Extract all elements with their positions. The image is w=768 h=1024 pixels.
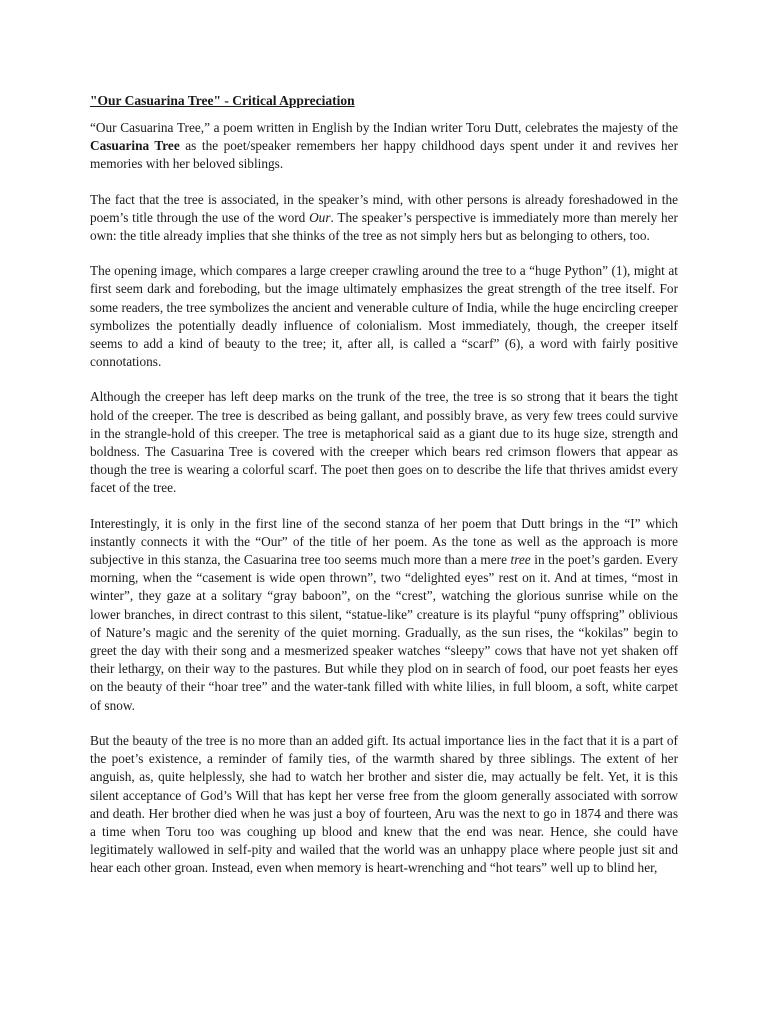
paragraph-text: The fact that the tree is associated, in the speaker’s mind, with other persons is already foreshadowed in the poem’s title through the use of the word xyxy=(90,191,678,225)
paragraph-text: Our xyxy=(309,209,331,225)
paragraph xyxy=(90,388,678,497)
paragraph-text: Casuarina Tree xyxy=(90,138,180,154)
paragraph-text: Although the creeper has left deep marks on the trunk of the tree, the tree is so strong that it bears the tight hold of the creeper. The tree is described as being gallant, and possibly brave, as very few trees could survive in the strangle-hold of this creeper. The tree is metaphorical said as a giant due to its huge size, strength and boldness. The Casuarina Tree is covered with the creeper which bears red crimson flowers that appear as though the tree is wearing a colorful scarf. The poet then goes on to describe the life that thrives amidst every facet of the tree. xyxy=(90,389,678,496)
paragraph-text: Interestingly, it is only in the first line of the second stanza of her poem that Dutt brings in the “I” which instantly connects it with the “Our” of the title of her poem. As the tone as well as the approach is more subjective in this stanza, the Casuarina tree too seems much more than a mere xyxy=(90,515,678,568)
paragraph xyxy=(90,119,678,174)
paragraph xyxy=(90,732,678,878)
paragraph-text: as the poet/speaker remembers her happy childhood days spent under it and revives her memories with her beloved siblings. xyxy=(90,138,678,172)
document-title: "Our Casuarina Tree" - Critical Appreciation xyxy=(90,93,355,108)
paragraph xyxy=(90,515,678,715)
paragraph xyxy=(90,191,678,246)
paragraph-text: in the poet’s garden. Every morning, when the “casement is wide open thrown”, two “delighted eyes” rest on it. And at times, “most in winter”, they gaze at a solitary “gray baboon”, on the “crest”, watching the glorious sunrise while on the lower branches, in direct contrast to this silent, “statue-like” creature is its playful “puny offspring” oblivious of Nature’s magic and the serenity of the quiet morning. Gradually, as the sun rises, the “kokilas” begin to greet the day with their song and a mesmerized speaker watches “sleepy” cows that have not yet shaken off their lethargy, on their way to the pastures. But while they plod on in search of food, our poet feasts her eyes on the beauty of their “hoar tree” and the water-tank filled with white lilies, in full bloom, a soft, white carpet of snow. xyxy=(90,552,678,713)
paragraph-text: . The speaker’s perspective is immediately more than merely her own: the title already implies that she thinks of the tree as not simply hers but as belonging to others, too. xyxy=(90,209,678,244)
paragraph-text: The opening image, which compares a large creeper crawling around the tree to a “huge Python” (1), might at first seem dark and foreboding, but the image ultimately emphasizes the great strength of the tree itself. For some readers, the tree symbolizes the ancient and venerable culture of India, while the huge encircling creeper symbolizes the potentially deadly influence of colonialism. Most immediately, though, the creeper itself seems to add a kind of beauty to the tree; it, after all, is called a “scarf” (6), a word with fairly positive connotations. xyxy=(90,263,678,370)
paragraph-text: But the beauty of the tree is no more than an added gift. Its actual importance lies in the fact that it is a part of the poet’s existence, a reminder of family ties, of the warmth shared by three siblings. The extent of her anguish, as, quite helplessly, she had to watch her brother and sister die, may actually be felt. Yet, it is this silent acceptance of God’s Will that has kept her verse free from the gloom generally associated with sorrow and death. Her brother died when he was just a boy of fourteen, Aru was the next to go in 1874 and there was a time when Toru too was coughing up blood and knew that the end was near. Hence, she could have legitimately wallowed in self-pity and wailed that the world was an unhappy place where people just sit and hear each other groan. Instead, even when memory is heart-wrenching and “hot tears” well up to blind her, xyxy=(90,732,678,876)
paragraph-text: tree xyxy=(510,552,531,568)
document-body xyxy=(90,119,678,878)
paragraph xyxy=(90,262,678,371)
paragraph-text: “Our Casuarina Tree,” a poem written in English by the Indian writer Toru Dutt, celebrates the majesty of the xyxy=(90,120,678,135)
